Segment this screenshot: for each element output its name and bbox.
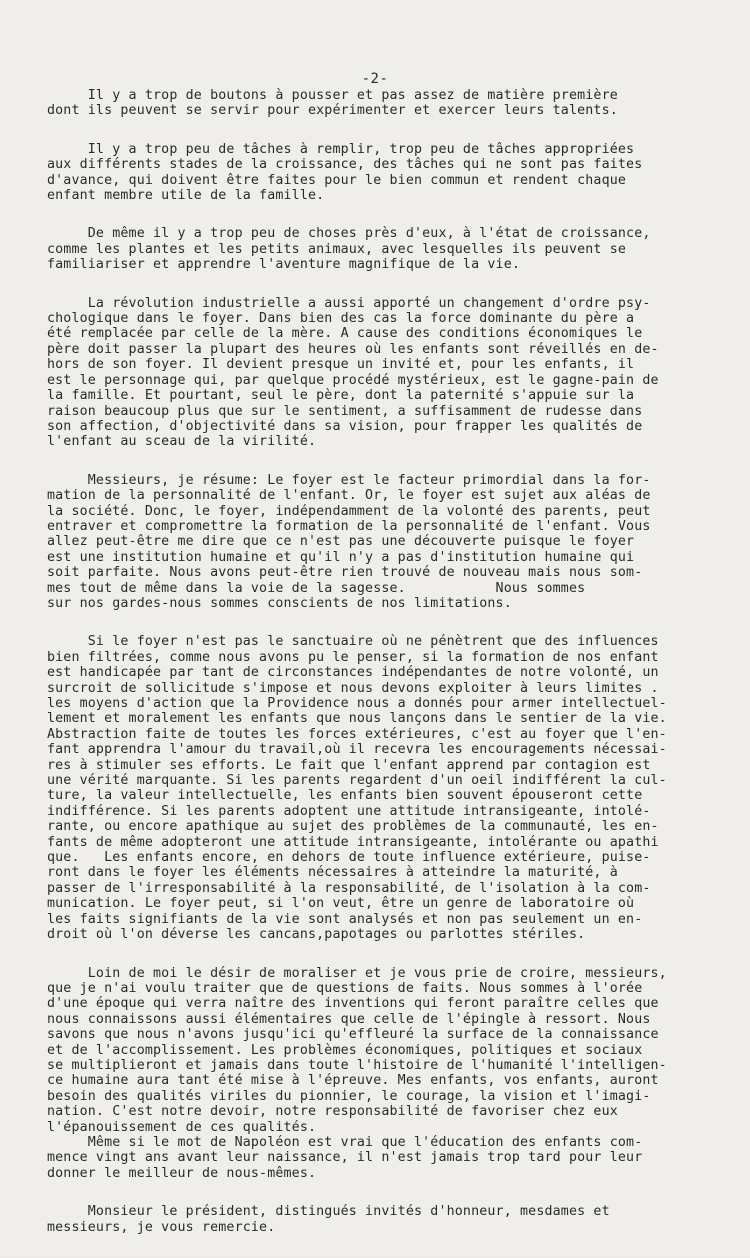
paragraph-home-sanctuary: Si le foyer n'est pas le sanctuaire où ne pénètrent que des influences bien filtrées, comme nous avons pu le penser, si la formation de nos enfant est handicapée par tant de circonstances indépendantes de notre volonté, un surcroit de sollicitude s'impose et nous devons exploiter à leurs limites . les moyens d'action que la Providence nous a donnés pour armer intellectuel- lement et moralement les enfants que nous lançons dans le sentier de la vie. Abstraction faite de toutes les forces extérieures, c'est au foyer que l'en- fant apprendra l'amour du travail,où il recevra les encouragements nécessai- res à stimuler ses efforts. Le fait que l'enfant apprend par contagion est une vérité marquante. Si les parents regardent d'un oeil indifférent la cul- ture, la valeur intellectuelle, les enfants bien souvent épouseront cette indifférence. Si les parents adoptent une attitude intransigeante, intolé- rante, ou encore apathique au sujet des problèmes de la communauté, les en- fants de même adopteront une attitude intransigeante, intolérante ou apathi que. Les enfants encore, en dehors de toute influence extérieure, puise- ront dans le foyer les éléments nécessaires à atteindre la maturité, à passer de l'irresponsabilité à la responsabilité, de l'isolation à la com- munication. Le foyer peut, si l'on veut, être un genre de laboratoire où les faits signifiants de la vie sont analysés et non pas seulement un en- droit où l'on déverse les cancans,papotages ou parlottes stériles. (47, 634, 667, 943)
page-number: -2- (361, 71, 389, 87)
paragraph-napoleon: Même si le mot de Napoléon est vrai que l'éducation des enfants com- mence vingt ans avant leur naissance, il n'est jamais trop tard pour leur donner le meilleur de nous-mêmes. (47, 1134, 643, 1181)
paragraph-moralize: Loin de moi le désir de moraliser et je vous prie de croire, messieurs, que je n'ai voulu traiter que de questions de faits. Nous sommes à l'orée d'une époque qui verra naître des inventions qui feront paraître celles que nous connaissons aussi élémentaires que celle de l'épingle à ressort. Nous savons que nous n'avons jusqu'ici qu'effleuré la surface de la connaissance et de l'accomplissement. Les problèmes économiques, politiques et sociaux se multiplieront et jamais dans toute l'histoire de l'humanité l'intelligen- ce humaine aura tant été mise à l'épreuve. Mes enfants, vos enfants, auront besoin des qualités viriles du pionnier, le courage, la vision et l'imagi- nation. C'est notre devoir, notre responsabilité de favoriser chez eux l'épanouissement de ces qualités. (47, 965, 667, 1135)
paragraph-closing: Monsieur le président, distingués invités d'honneur, mesdames et messieurs, je vous remercie. (47, 1204, 610, 1235)
paragraph-industrial-revolution: La révolution industrielle a aussi apporté un changement d'ordre psy- chologique dans le foyer. Dans bien des cas la force dominante du père a été remplacée par celle de la mère. A cause des conditions économiques le père doit passer la plupart des heures où les enfants sont réveillés en de- hors de son foyer. Il devient presque un invité et, pour les enfants, il est le personnage qui, par quelque procédé mystérieux, est le gagne-pain de la famille. Et pourtant, seul le père, dont la paternité s'appuie sur la raison beaucoup plus que sur le sentiment, a suffisamment de rudesse dans son affection, d'objectivité dans sa vision, pour frapper les qualités de l'enfant au sceau de la virilité. (47, 295, 659, 450)
body-text (47, 88, 707, 1258)
paragraph-buttons: Il y a trop de boutons à pousser et pas assez de matière première dont ils peuvent se servir pour expérimenter et exercer leurs talents. (47, 88, 618, 119)
paragraph-summary: Messieurs, je résume: Le foyer est le facteur primordial dans la for- mation de la personnalité de l'enfant. Or, le foyer est sujet aux aléas de la société. Donc, le foyer, indépendamment de la volonté des parents, peut entraver et compromettre la formation de la personnalité de l'enfant. Vous allez peut-être me dire que ce n'est pas une découverte puisque le foyer est une institution humaine et qu'il n'y a pas d'institution humaine qui soit parfaite. Nous avons peut-être rien trouvé de nouveau mais nous som- mes tout de même dans la voie de la sagesse. Nous sommes sur nos gardes-nous sommes conscients de nos limitations. (47, 472, 651, 611)
paragraph-nature: De même il y a trop peu de choses près d'eux, à l'état de croissance, comme les plantes et les petits animaux, avec lesquelles ils peuvent se familiariser et apprendre l'aventure magnifique de la vie. (47, 226, 651, 273)
paragraph-tasks: Il y a trop peu de tâches à remplir, trop peu de tâches appropriées aux différents stades de la croissance, des tâches qui ne sont pas faites d'avance, qui doivent être faites pour le bien commun et rendent chaque enfant membre utile de la famille. (47, 141, 643, 204)
